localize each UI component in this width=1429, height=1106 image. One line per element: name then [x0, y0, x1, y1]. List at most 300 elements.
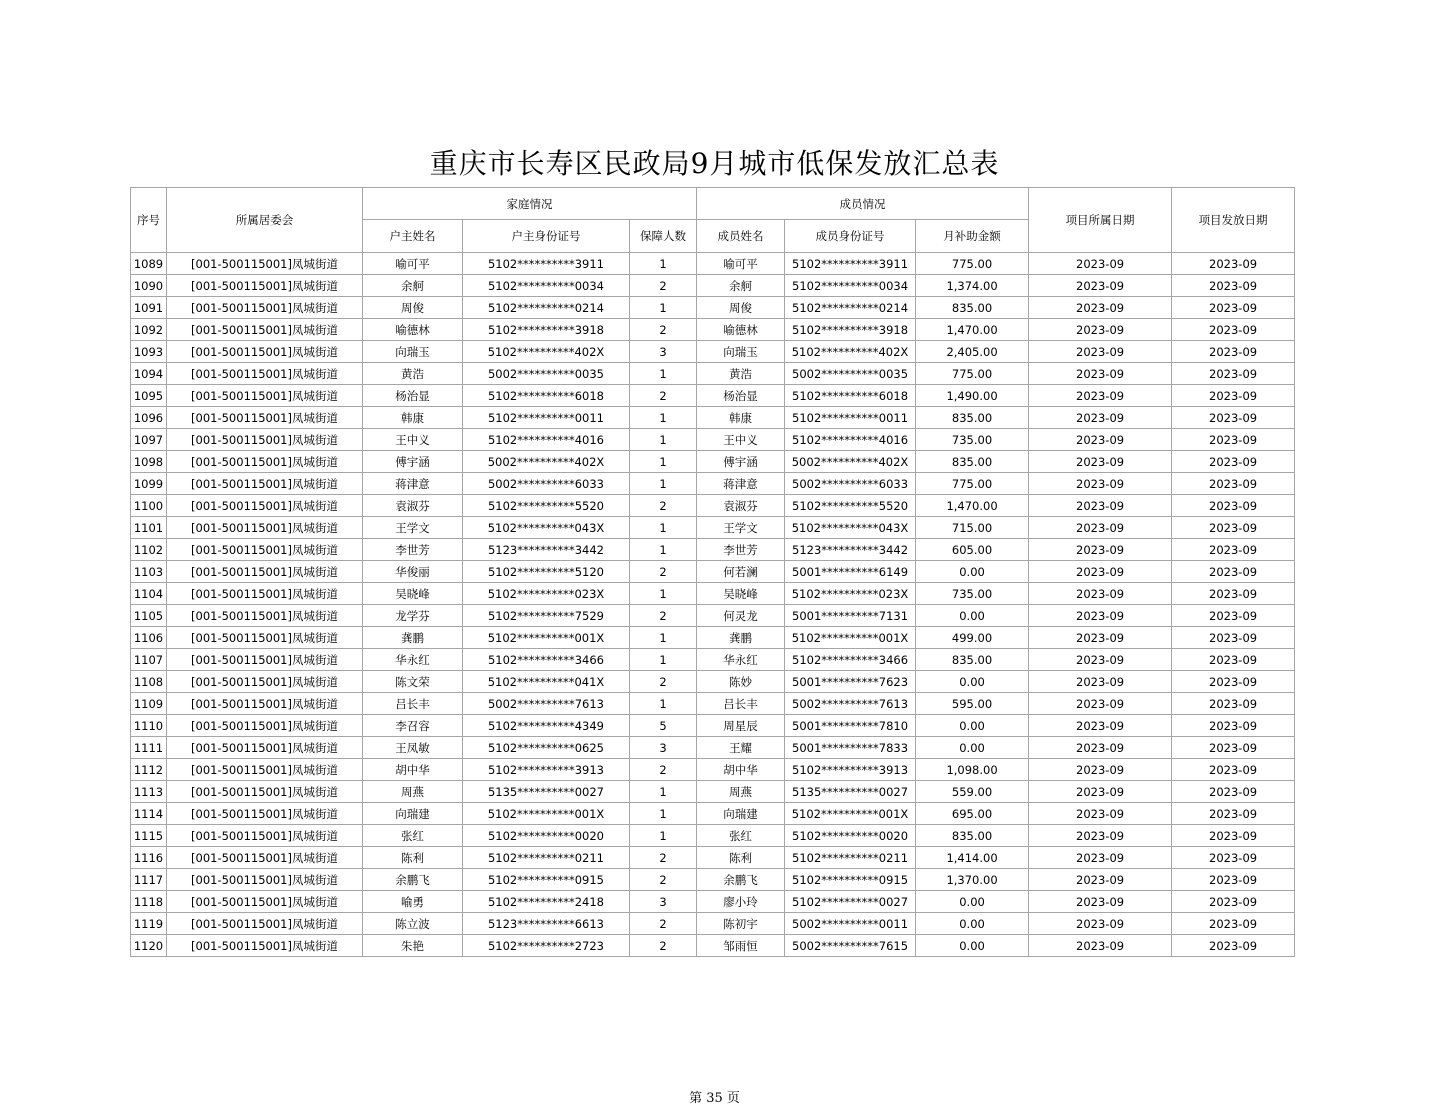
committee-cell: [001-500115001]凤城街道	[167, 473, 363, 495]
table-row	[131, 385, 1295, 407]
table-body	[131, 253, 1295, 957]
member-name-cell: 吴晓峰	[697, 583, 785, 605]
head-name-cell: 张红	[363, 825, 463, 847]
member-name-cell: 李世芳	[697, 539, 785, 561]
member-name-cell: 廖小玲	[697, 891, 785, 913]
member-id-cell: 5002**********7613	[785, 693, 916, 715]
project-date-cell: 2023-09	[1029, 825, 1172, 847]
issue-date-cell: 2023-09	[1172, 781, 1295, 803]
amount-cell: 559.00	[916, 781, 1029, 803]
member-id-cell: 5123**********3442	[785, 539, 916, 561]
project-date-cell: 2023-09	[1029, 495, 1172, 517]
seq-cell: 1091	[131, 297, 167, 319]
member-id-cell: 5102**********0034	[785, 275, 916, 297]
project-date-cell: 2023-09	[1029, 319, 1172, 341]
table-row	[131, 671, 1295, 693]
issue-date-cell: 2023-09	[1172, 297, 1295, 319]
member-name-cell: 龚鹏	[697, 627, 785, 649]
head-id-cell: 5002**********0035	[463, 363, 630, 385]
project-date-cell: 2023-09	[1029, 803, 1172, 825]
member-name-cell: 傅宇涵	[697, 451, 785, 473]
issue-date-cell: 2023-09	[1172, 759, 1295, 781]
table-row	[131, 253, 1295, 275]
head-name-cell: 陈文荣	[363, 671, 463, 693]
member-name-cell: 余舸	[697, 275, 785, 297]
member-name-cell: 蒋津意	[697, 473, 785, 495]
issue-date-cell: 2023-09	[1172, 561, 1295, 583]
header-head-name: 户主姓名	[363, 220, 463, 253]
table-row	[131, 759, 1295, 781]
member-name-cell: 喻德林	[697, 319, 785, 341]
member-id-cell: 5102**********0027	[785, 891, 916, 913]
seq-cell: 1105	[131, 605, 167, 627]
head-name-cell: 龚鹏	[363, 627, 463, 649]
head-name-cell: 周燕	[363, 781, 463, 803]
member-name-cell: 王中义	[697, 429, 785, 451]
count-cell: 1	[630, 649, 697, 671]
head-name-cell: 喻可平	[363, 253, 463, 275]
committee-cell: [001-500115001]凤城街道	[167, 781, 363, 803]
head-id-cell: 5102**********0034	[463, 275, 630, 297]
member-name-cell: 王耀	[697, 737, 785, 759]
project-date-cell: 2023-09	[1029, 341, 1172, 363]
table-row	[131, 847, 1295, 869]
member-id-cell: 5102**********0211	[785, 847, 916, 869]
member-name-cell: 陈利	[697, 847, 785, 869]
issue-date-cell: 2023-09	[1172, 649, 1295, 671]
issue-date-cell: 2023-09	[1172, 803, 1295, 825]
project-date-cell: 2023-09	[1029, 517, 1172, 539]
member-id-cell: 5001**********7131	[785, 605, 916, 627]
head-id-cell: 5102**********041X	[463, 671, 630, 693]
member-name-cell: 周燕	[697, 781, 785, 803]
issue-date-cell: 2023-09	[1172, 451, 1295, 473]
count-cell: 1	[630, 451, 697, 473]
table-row	[131, 407, 1295, 429]
seq-cell: 1090	[131, 275, 167, 297]
member-name-cell: 陈初宇	[697, 913, 785, 935]
committee-cell: [001-500115001]凤城街道	[167, 407, 363, 429]
head-id-cell: 5102**********4016	[463, 429, 630, 451]
count-cell: 1	[630, 781, 697, 803]
committee-cell: [001-500115001]凤城街道	[167, 759, 363, 781]
member-id-cell: 5002**********402X	[785, 451, 916, 473]
seq-cell: 1102	[131, 539, 167, 561]
count-cell: 1	[630, 693, 697, 715]
amount-cell: 595.00	[916, 693, 1029, 715]
head-name-cell: 朱艳	[363, 935, 463, 957]
issue-date-cell: 2023-09	[1172, 825, 1295, 847]
issue-date-cell: 2023-09	[1172, 847, 1295, 869]
table-row	[131, 517, 1295, 539]
member-name-cell: 韩康	[697, 407, 785, 429]
member-name-cell: 何灵龙	[697, 605, 785, 627]
amount-cell: 695.00	[916, 803, 1029, 825]
member-id-cell: 5102**********3911	[785, 253, 916, 275]
member-name-cell: 周俊	[697, 297, 785, 319]
amount-cell: 835.00	[916, 825, 1029, 847]
amount-cell: 835.00	[916, 297, 1029, 319]
head-name-cell: 周俊	[363, 297, 463, 319]
project-date-cell: 2023-09	[1029, 627, 1172, 649]
seq-cell: 1114	[131, 803, 167, 825]
issue-date-cell: 2023-09	[1172, 583, 1295, 605]
project-date-cell: 2023-09	[1029, 539, 1172, 561]
table-row	[131, 935, 1295, 957]
head-name-cell: 李召容	[363, 715, 463, 737]
issue-date-cell: 2023-09	[1172, 319, 1295, 341]
head-name-cell: 陈利	[363, 847, 463, 869]
head-id-cell: 5102**********3911	[463, 253, 630, 275]
seq-cell: 1116	[131, 847, 167, 869]
head-id-cell: 5102**********0211	[463, 847, 630, 869]
seq-cell: 1098	[131, 451, 167, 473]
count-cell: 1	[630, 583, 697, 605]
committee-cell: [001-500115001]凤城街道	[167, 583, 363, 605]
head-id-cell: 5102**********4349	[463, 715, 630, 737]
seq-cell: 1107	[131, 649, 167, 671]
table-row	[131, 561, 1295, 583]
head-name-cell: 向瑞玉	[363, 341, 463, 363]
head-name-cell: 傅宇涵	[363, 451, 463, 473]
header-member-id: 成员身份证号	[785, 220, 916, 253]
head-name-cell: 蒋津意	[363, 473, 463, 495]
project-date-cell: 2023-09	[1029, 429, 1172, 451]
head-id-cell: 5002**********7613	[463, 693, 630, 715]
head-name-cell: 华俊丽	[363, 561, 463, 583]
seq-cell: 1109	[131, 693, 167, 715]
issue-date-cell: 2023-09	[1172, 737, 1295, 759]
member-id-cell: 5102**********043X	[785, 517, 916, 539]
head-name-cell: 袁淑芬	[363, 495, 463, 517]
table-row	[131, 693, 1295, 715]
table-row	[131, 363, 1295, 385]
amount-cell: 0.00	[916, 561, 1029, 583]
head-id-cell: 5102**********001X	[463, 803, 630, 825]
project-date-cell: 2023-09	[1029, 715, 1172, 737]
head-id-cell: 5102**********0625	[463, 737, 630, 759]
count-cell: 3	[630, 737, 697, 759]
table-row	[131, 781, 1295, 803]
project-date-cell: 2023-09	[1029, 737, 1172, 759]
head-name-cell: 余鹏飞	[363, 869, 463, 891]
head-name-cell: 龙学芬	[363, 605, 463, 627]
committee-cell: [001-500115001]凤城街道	[167, 561, 363, 583]
issue-date-cell: 2023-09	[1172, 473, 1295, 495]
head-id-cell: 5002**********402X	[463, 451, 630, 473]
committee-cell: [001-500115001]凤城街道	[167, 913, 363, 935]
amount-cell: 775.00	[916, 473, 1029, 495]
issue-date-cell: 2023-09	[1172, 253, 1295, 275]
project-date-cell: 2023-09	[1029, 451, 1172, 473]
table-row	[131, 583, 1295, 605]
amount-cell: 605.00	[916, 539, 1029, 561]
issue-date-cell: 2023-09	[1172, 363, 1295, 385]
header-head-id: 户主身份证号	[463, 220, 630, 253]
member-name-cell: 余鹏飞	[697, 869, 785, 891]
amount-cell: 0.00	[916, 913, 1029, 935]
member-id-cell: 5001**********7833	[785, 737, 916, 759]
table-row	[131, 737, 1295, 759]
count-cell: 1	[630, 297, 697, 319]
head-id-cell: 5102**********2418	[463, 891, 630, 913]
project-date-cell: 2023-09	[1029, 671, 1172, 693]
project-date-cell: 2023-09	[1029, 275, 1172, 297]
amount-cell: 775.00	[916, 363, 1029, 385]
page-title: 重庆市长寿区民政局9月城市低保发放汇总表	[429, 147, 1000, 180]
amount-cell: 715.00	[916, 517, 1029, 539]
project-date-cell: 2023-09	[1029, 935, 1172, 957]
member-name-cell: 周星辰	[697, 715, 785, 737]
head-name-cell: 向瑞建	[363, 803, 463, 825]
head-name-cell: 吕长丰	[363, 693, 463, 715]
seq-cell: 1096	[131, 407, 167, 429]
member-name-cell: 吕长丰	[697, 693, 785, 715]
count-cell: 2	[630, 275, 697, 297]
committee-cell: [001-500115001]凤城街道	[167, 671, 363, 693]
header-member-group: 成员情况	[697, 188, 1029, 220]
member-name-cell: 向瑞玉	[697, 341, 785, 363]
head-id-cell: 5102**********0214	[463, 297, 630, 319]
committee-cell: [001-500115001]凤城街道	[167, 693, 363, 715]
table-row	[131, 649, 1295, 671]
committee-cell: [001-500115001]凤城街道	[167, 869, 363, 891]
issue-date-cell: 2023-09	[1172, 407, 1295, 429]
member-id-cell: 5102**********402X	[785, 341, 916, 363]
committee-cell: [001-500115001]凤城街道	[167, 891, 363, 913]
member-id-cell: 5102**********023X	[785, 583, 916, 605]
seq-cell: 1106	[131, 627, 167, 649]
head-name-cell: 陈立波	[363, 913, 463, 935]
table-row	[131, 473, 1295, 495]
member-id-cell: 5102**********0011	[785, 407, 916, 429]
count-cell: 1	[630, 253, 697, 275]
member-id-cell: 5102**********0020	[785, 825, 916, 847]
committee-cell: [001-500115001]凤城街道	[167, 847, 363, 869]
head-id-cell: 5102**********0011	[463, 407, 630, 429]
table-row	[131, 605, 1295, 627]
issue-date-cell: 2023-09	[1172, 693, 1295, 715]
table-row	[131, 913, 1295, 935]
table-row	[131, 869, 1295, 891]
amount-cell: 835.00	[916, 451, 1029, 473]
seq-cell: 1117	[131, 869, 167, 891]
member-id-cell: 5102**********4016	[785, 429, 916, 451]
count-cell: 2	[630, 759, 697, 781]
project-date-cell: 2023-09	[1029, 407, 1172, 429]
seq-cell: 1100	[131, 495, 167, 517]
table-row	[131, 341, 1295, 363]
issue-date-cell: 2023-09	[1172, 495, 1295, 517]
committee-cell: [001-500115001]凤城街道	[167, 297, 363, 319]
project-date-cell: 2023-09	[1029, 253, 1172, 275]
committee-cell: [001-500115001]凤城街道	[167, 825, 363, 847]
amount-cell: 1,470.00	[916, 495, 1029, 517]
seq-cell: 1112	[131, 759, 167, 781]
project-date-cell: 2023-09	[1029, 693, 1172, 715]
head-id-cell: 5102**********043X	[463, 517, 630, 539]
head-id-cell: 5102**********3466	[463, 649, 630, 671]
issue-date-cell: 2023-09	[1172, 935, 1295, 957]
header-amount: 月补助金额	[916, 220, 1029, 253]
member-name-cell: 邹雨恒	[697, 935, 785, 957]
seq-cell: 1120	[131, 935, 167, 957]
project-date-cell: 2023-09	[1029, 847, 1172, 869]
member-id-cell: 5102**********3918	[785, 319, 916, 341]
count-cell: 2	[630, 385, 697, 407]
member-id-cell: 5102**********6018	[785, 385, 916, 407]
committee-cell: [001-500115001]凤城街道	[167, 319, 363, 341]
committee-cell: [001-500115001]凤城街道	[167, 803, 363, 825]
committee-cell: [001-500115001]凤城街道	[167, 385, 363, 407]
amount-cell: 0.00	[916, 715, 1029, 737]
member-id-cell: 5102**********001X	[785, 627, 916, 649]
table-row	[131, 627, 1295, 649]
count-cell: 2	[630, 605, 697, 627]
seq-cell: 1099	[131, 473, 167, 495]
issue-date-cell: 2023-09	[1172, 715, 1295, 737]
issue-date-cell: 2023-09	[1172, 605, 1295, 627]
amount-cell: 1,414.00	[916, 847, 1029, 869]
project-date-cell: 2023-09	[1029, 473, 1172, 495]
count-cell: 1	[630, 539, 697, 561]
count-cell: 2	[630, 671, 697, 693]
committee-cell: [001-500115001]凤城街道	[167, 275, 363, 297]
header-count: 保障人数	[630, 220, 697, 253]
member-id-cell: 5002**********6033	[785, 473, 916, 495]
issue-date-cell: 2023-09	[1172, 891, 1295, 913]
seq-cell: 1108	[131, 671, 167, 693]
head-name-cell: 杨治显	[363, 385, 463, 407]
member-name-cell: 袁淑芬	[697, 495, 785, 517]
head-name-cell: 韩康	[363, 407, 463, 429]
member-name-cell: 杨治显	[697, 385, 785, 407]
seq-cell: 1089	[131, 253, 167, 275]
committee-cell: [001-500115001]凤城街道	[167, 539, 363, 561]
head-name-cell: 喻勇	[363, 891, 463, 913]
count-cell: 1	[630, 429, 697, 451]
member-id-cell: 5001**********7623	[785, 671, 916, 693]
project-date-cell: 2023-09	[1029, 385, 1172, 407]
head-id-cell: 5102**********3918	[463, 319, 630, 341]
issue-date-cell: 2023-09	[1172, 671, 1295, 693]
seq-cell: 1095	[131, 385, 167, 407]
committee-cell: [001-500115001]凤城街道	[167, 517, 363, 539]
committee-cell: [001-500115001]凤城街道	[167, 627, 363, 649]
count-cell: 1	[630, 803, 697, 825]
committee-cell: [001-500115001]凤城街道	[167, 253, 363, 275]
count-cell: 1	[630, 825, 697, 847]
amount-cell: 1,470.00	[916, 319, 1029, 341]
committee-cell: [001-500115001]凤城街道	[167, 451, 363, 473]
count-cell: 1	[630, 363, 697, 385]
committee-cell: [001-500115001]凤城街道	[167, 341, 363, 363]
issue-date-cell: 2023-09	[1172, 627, 1295, 649]
seq-cell: 1093	[131, 341, 167, 363]
member-name-cell: 华永红	[697, 649, 785, 671]
seq-cell: 1110	[131, 715, 167, 737]
amount-cell: 0.00	[916, 935, 1029, 957]
head-id-cell: 5102**********5520	[463, 495, 630, 517]
head-id-cell: 5123**********3442	[463, 539, 630, 561]
seq-cell: 1113	[131, 781, 167, 803]
member-name-cell: 胡中华	[697, 759, 785, 781]
project-date-cell: 2023-09	[1029, 649, 1172, 671]
project-date-cell: 2023-09	[1029, 759, 1172, 781]
committee-cell: [001-500115001]凤城街道	[167, 649, 363, 671]
table-row	[131, 319, 1295, 341]
count-cell: 2	[630, 319, 697, 341]
committee-cell: [001-500115001]凤城街道	[167, 715, 363, 737]
issue-date-cell: 2023-09	[1172, 869, 1295, 891]
table-row	[131, 715, 1295, 737]
amount-cell: 835.00	[916, 649, 1029, 671]
amount-cell: 0.00	[916, 891, 1029, 913]
count-cell: 2	[630, 913, 697, 935]
head-name-cell: 吴晓峰	[363, 583, 463, 605]
committee-cell: [001-500115001]凤城街道	[167, 737, 363, 759]
amount-cell: 499.00	[916, 627, 1029, 649]
table-row	[131, 297, 1295, 319]
member-name-cell: 黄浩	[697, 363, 785, 385]
project-date-cell: 2023-09	[1029, 561, 1172, 583]
count-cell: 1	[630, 627, 697, 649]
head-id-cell: 5102**********402X	[463, 341, 630, 363]
table-row	[131, 275, 1295, 297]
head-name-cell: 华永红	[363, 649, 463, 671]
member-id-cell: 5102**********0214	[785, 297, 916, 319]
member-id-cell: 5102**********3466	[785, 649, 916, 671]
relief-summary-table	[130, 187, 1295, 957]
issue-date-cell: 2023-09	[1172, 385, 1295, 407]
member-name-cell: 向瑞建	[697, 803, 785, 825]
project-date-cell: 2023-09	[1029, 781, 1172, 803]
head-id-cell: 5102**********5120	[463, 561, 630, 583]
count-cell: 1	[630, 517, 697, 539]
amount-cell: 0.00	[916, 737, 1029, 759]
header-family-group: 家庭情况	[363, 188, 697, 220]
project-date-cell: 2023-09	[1029, 363, 1172, 385]
head-id-cell: 5102**********7529	[463, 605, 630, 627]
head-name-cell: 胡中华	[363, 759, 463, 781]
issue-date-cell: 2023-09	[1172, 429, 1295, 451]
amount-cell: 0.00	[916, 605, 1029, 627]
project-date-cell: 2023-09	[1029, 583, 1172, 605]
count-cell: 5	[630, 715, 697, 737]
head-id-cell: 5002**********6033	[463, 473, 630, 495]
header-project-date: 项目所属日期	[1029, 188, 1172, 253]
seq-cell: 1101	[131, 517, 167, 539]
amount-cell: 0.00	[916, 671, 1029, 693]
member-id-cell: 5102**********0915	[785, 869, 916, 891]
issue-date-cell: 2023-09	[1172, 275, 1295, 297]
member-id-cell: 5002**********0011	[785, 913, 916, 935]
head-name-cell: 王学文	[363, 517, 463, 539]
seq-cell: 1103	[131, 561, 167, 583]
member-id-cell: 5001**********7810	[785, 715, 916, 737]
head-id-cell: 5135**********0027	[463, 781, 630, 803]
head-name-cell: 李世芳	[363, 539, 463, 561]
amount-cell: 775.00	[916, 253, 1029, 275]
head-id-cell: 5102**********2723	[463, 935, 630, 957]
head-id-cell: 5102**********0915	[463, 869, 630, 891]
member-id-cell: 5102**********3913	[785, 759, 916, 781]
head-name-cell: 余舸	[363, 275, 463, 297]
amount-cell: 2,405.00	[916, 341, 1029, 363]
member-name-cell: 张红	[697, 825, 785, 847]
committee-cell: [001-500115001]凤城街道	[167, 605, 363, 627]
project-date-cell: 2023-09	[1029, 297, 1172, 319]
